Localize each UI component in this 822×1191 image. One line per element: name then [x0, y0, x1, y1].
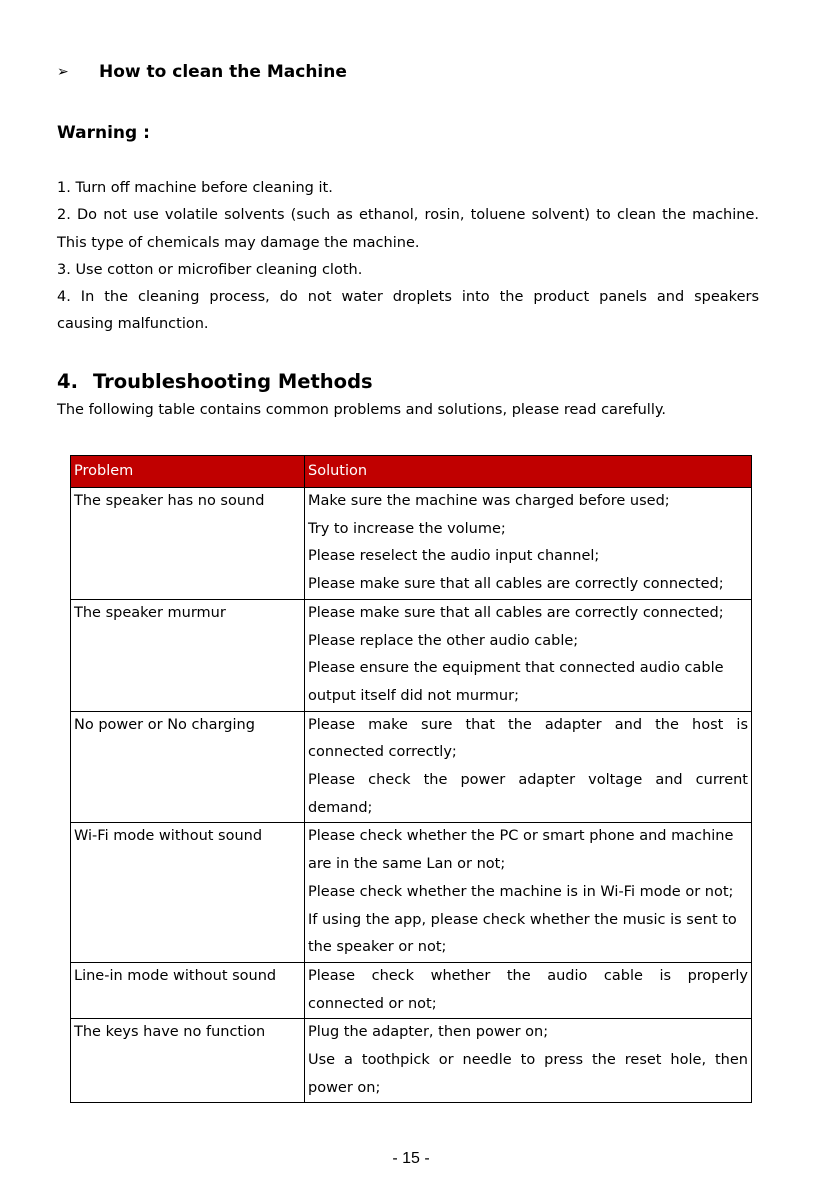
problem-cell: The speaker murmur: [71, 599, 305, 711]
solution-line: connected correctly;: [308, 744, 457, 761]
solution-cell: [305, 599, 752, 711]
solution-line: Please make sure that the adapter and the host is: [308, 716, 748, 733]
solution-line: demand;: [308, 799, 373, 816]
column-header-problem: Problem: [71, 456, 305, 488]
instruction-line: 4. In the cleaning process, do not water droplets into the product panels and speakers: [57, 289, 759, 306]
solution-line: Use a toothpick or needle to press the reset hole, then: [308, 1052, 748, 1069]
solution-cell: [305, 1019, 752, 1103]
troubleshooting-intro: The following table contains common problems and solutions, please read carefully.: [57, 402, 666, 418]
page-number: - 15 -: [392, 1150, 430, 1167]
section-title: Troubleshooting Methods: [93, 370, 373, 393]
solution-line: Please reselect the audio input channel;: [308, 548, 600, 565]
instruction-line: This type of chemicals may damage the machine.: [57, 234, 420, 251]
solution-line: Try to increase the volume;: [308, 520, 506, 537]
problem-cell: The keys have no function: [71, 1019, 305, 1103]
table-row: [71, 488, 752, 600]
problem-cell: No power or No charging: [71, 711, 305, 823]
problem-cell: Wi-Fi mode without sound: [71, 823, 305, 963]
table-header-row: [71, 456, 752, 488]
table-row: [71, 1019, 752, 1103]
section-number: 4.: [57, 370, 78, 393]
solution-line: are in the same Lan or not;: [308, 856, 506, 873]
table-row: [71, 823, 752, 963]
table-row: [71, 599, 752, 711]
solution-line: Please make sure that all cables are correctly connected;: [308, 604, 724, 621]
solution-cell: [305, 711, 752, 823]
solution-cell: [305, 962, 752, 1018]
solution-line: Make sure the machine was charged before used;: [308, 493, 670, 509]
table-row: [71, 962, 752, 1018]
solution-line: Please replace the other audio cable;: [308, 632, 579, 649]
problem-cell: Line-in mode without sound: [71, 962, 305, 1018]
solution-line: power on;: [308, 1079, 381, 1096]
solution-line: connected or not;: [308, 995, 437, 1012]
problem-cell: The speaker has no sound: [71, 488, 305, 600]
instruction-line: 3. Use cotton or microfiber cleaning cloth.: [57, 261, 363, 278]
cleaning-section-heading: [57, 62, 347, 82]
solution-line: output itself did not murmur;: [308, 687, 519, 704]
instruction-line: 2. Do not use volatile solvents (such as ethanol, rosin, toluene solvent) to clean the machine.: [57, 207, 759, 224]
column-header-solution: Solution: [305, 456, 752, 488]
cleaning-instructions: [57, 175, 759, 339]
solution-line: the speaker or not;: [308, 939, 447, 956]
solution-line: Please check whether the audio cable is properly: [308, 967, 748, 984]
instruction-line: 1. Turn off machine before cleaning it.: [57, 180, 333, 196]
solution-line: If using the app, please check whether the music is sent to: [308, 911, 737, 928]
cleaning-title: How to clean the Machine: [99, 62, 347, 82]
solution-cell: [305, 488, 752, 600]
solution-line: Please make sure that all cables are correctly connected;: [308, 576, 724, 593]
solution-line: Please check the power adapter voltage and current: [308, 772, 748, 789]
solution-line: Plug the adapter, then power on;: [308, 1024, 549, 1041]
solution-cell: [305, 823, 752, 963]
table-row: [71, 711, 752, 823]
solution-line: Please ensure the equipment that connected audio cable: [308, 660, 724, 677]
arrow-bullet-icon: ➢: [57, 64, 69, 80]
solution-line: Please check whether the machine is in Wi-Fi mode or not;: [308, 883, 734, 900]
troubleshooting-table: [70, 455, 752, 1103]
instruction-line: causing malfunction.: [57, 316, 209, 333]
warning-label: Warning :: [57, 123, 150, 143]
troubleshooting-heading: [57, 370, 373, 393]
solution-line: Please check whether the PC or smart phone and machine: [308, 828, 734, 845]
